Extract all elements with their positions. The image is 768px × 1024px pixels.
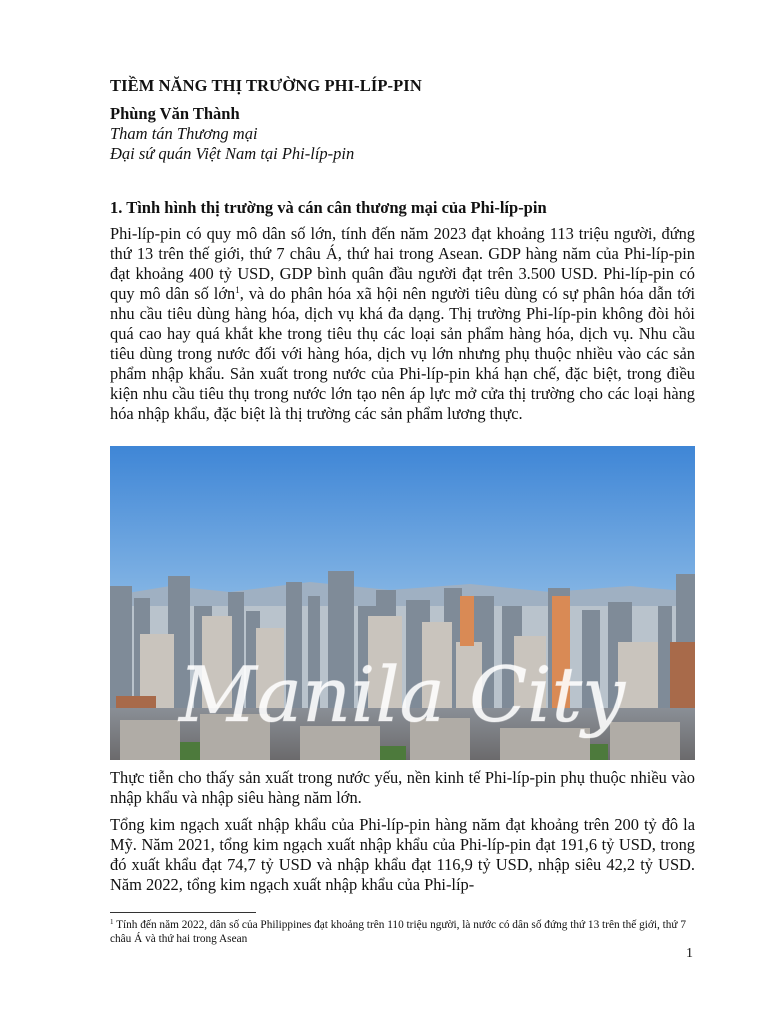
footnote-number: 1 bbox=[110, 918, 114, 926]
paragraph-import-dependence: Thực tiễn cho thấy sản xuất trong nước yếu, nền kinh tế Phi-líp-pin phụ thuộc nhiều vào nhập khẩu và nhập siêu hàng năm lớn. bbox=[110, 768, 695, 807]
paragraph-text: Phi-líp-pin có quy mô dân số lớn, tính đến năm 2023 đạt khoảng 113 triệu người, đứng thứ 13 trên thế giới, thứ 7 châu Á, thứ hai trong Asean. GDP hàng năm của Phi-líp-pin đạt khoảng 400 tỷ USD, GDP bình quân đầu người đạt trên 3.500 USD. Phi-líp-pin có quy mô dân số lớn bbox=[110, 224, 695, 303]
footnote-reference[interactable]: 1 bbox=[235, 285, 240, 295]
paragraph-trade-turnover: Tổng kim ngạch xuất nhập khẩu của Phi-líp-pin hàng năm đạt khoảng trên 200 tỷ đô la Mỹ. Năm 2021, tổng kim ngạch xuất nhập khẩu của Phi-líp-pin đạt 191,6 tỷ USD, trong đó xuất khẩu đạt 74,7 tỷ USD và nhập khẩu đạt 116,9 tỷ USD, nhập siêu 42,2 tỷ USD. Năm 2022, tổng kim ngạch xuất nhập khẩu của Phi-líp- bbox=[110, 815, 695, 894]
footnote bbox=[110, 918, 695, 946]
author-name: Phùng Văn Thành bbox=[110, 104, 240, 123]
footnote-separator bbox=[110, 912, 256, 913]
author-role: Tham tán Thương mại bbox=[110, 124, 258, 143]
author-organization: Đại sứ quán Việt Nam tại Phi-líp-pin bbox=[110, 144, 355, 163]
photo-caption-text: Manila City bbox=[178, 650, 626, 739]
page-number: 1 bbox=[686, 946, 693, 961]
section-heading: 1. Tình hình thị trường và cán cân thương mại của Phi-líp-pin bbox=[110, 198, 547, 217]
paragraph-text: , và do phân hóa xã hội nên người tiêu dùng có sự phân hóa dẫn tới nhu cầu tiêu dùng hàng hóa, dịch vụ khá đa dạng. Thị trường Phi-líp-pin không đòi hỏi quá cao hay quá khắt khe trong tiêu thụ các loại sản phẩm hàng hóa, dịch vụ. Nhu cầu tiêu dùng trong nước đối với hàng hóa, dịch vụ lớn nhưng phụ thuộc nhiều vào các sản phẩm nhập khẩu. Sản xuất trong nước của Phi-líp-pin khá hạn chế, đặc biệt, trong điều kiện nhu cầu tiêu thụ trong nước lớn tạo nên áp lực mở cửa thị trường cho các loại hàng hóa nhập khẩu, đặc biệt là thị trường các sản phẩm lương thực. bbox=[110, 284, 696, 423]
paragraph-market-overview bbox=[110, 224, 695, 424]
document-title: TIỀM NĂNG THỊ TRƯỜNG PHI-LÍP-PIN bbox=[110, 76, 422, 95]
footnote-text: Tính đến năm 2022, dân số của Philippines đạt khoảng trên 110 triệu người, là nước có dân số đứng thứ 13 trên thế giới, thứ 7 châu Á và thứ hai trong Asean bbox=[110, 919, 686, 945]
manila-city-photo bbox=[110, 446, 695, 760]
